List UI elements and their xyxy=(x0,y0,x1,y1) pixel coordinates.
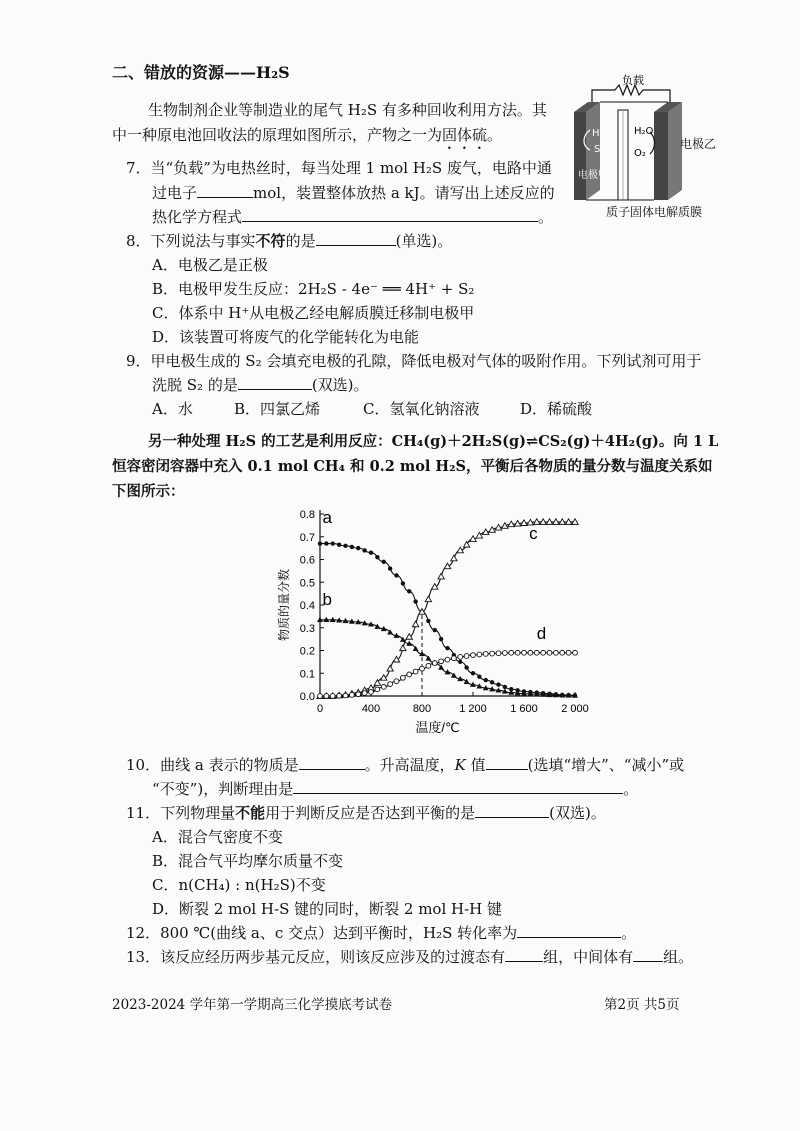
series-c-point xyxy=(387,666,393,672)
y-tick-label: 0.2 xyxy=(299,645,315,658)
series-d-point xyxy=(541,650,546,655)
series-a-point xyxy=(382,560,386,564)
section-title: 二、错放的资源——H₂S xyxy=(112,63,290,82)
q9-option-b[interactable]: B．四氯乙烯 xyxy=(234,400,321,418)
series-a-point xyxy=(413,599,417,603)
s2-label: S₂ xyxy=(594,144,605,155)
y-tick-label: 0.0 xyxy=(299,691,315,703)
process-line-3: 下图所示： xyxy=(112,483,185,500)
q7-equation-blank[interactable] xyxy=(242,207,538,222)
y-tick-label: 0.1 xyxy=(299,668,315,681)
series-a-point xyxy=(445,646,449,650)
series-a-point xyxy=(318,541,322,545)
series-d-point xyxy=(400,675,405,680)
series-d-point xyxy=(528,650,533,655)
series-a-point xyxy=(496,682,500,686)
q10-k: K xyxy=(454,756,466,774)
q13-text-a: 13．该反应经历两步基元反应，则该反应涉及的过渡态有 xyxy=(126,948,506,966)
q7-line-1: 7．当“负载”为电热丝时，每当处理 1 mol H₂S 废气，电路中通 xyxy=(126,159,552,177)
q8-option-c[interactable]: C．体系中 H⁺从电极乙经电解质膜迁移制电极甲 xyxy=(152,304,475,322)
series-d-point xyxy=(381,685,386,690)
series-c-point xyxy=(489,527,495,533)
q11-stem-bold: 不能 xyxy=(235,804,266,822)
series-a-point xyxy=(343,544,347,548)
x-tick-label: 1 200 xyxy=(459,703,487,715)
series-a-point xyxy=(394,573,398,577)
series-a-point xyxy=(458,660,462,664)
y-tick-label: 0.8 xyxy=(299,509,315,521)
intro-line-2 xyxy=(112,124,502,153)
series-d-point xyxy=(553,650,558,655)
q11-stem-b: 用于判断反应是否达到平衡的是 xyxy=(265,804,476,822)
series-a-point xyxy=(401,581,405,585)
series-a-point xyxy=(388,566,392,570)
intro-emphasis: 固体硫 xyxy=(442,126,488,144)
y-tick-label: 0.4 xyxy=(299,600,315,612)
intro-period: 。 xyxy=(487,126,503,144)
series-d-point xyxy=(502,651,507,656)
series-d-point xyxy=(464,654,469,659)
series-d-point xyxy=(388,682,393,687)
series-d-point xyxy=(318,694,323,699)
x-tick-label: 0 xyxy=(316,703,324,715)
series-d-point xyxy=(420,666,425,671)
series-d-point xyxy=(566,650,571,655)
series-d-point xyxy=(509,650,514,655)
series-d-point xyxy=(394,679,399,684)
series-a-point xyxy=(477,674,481,678)
series-d-point xyxy=(330,694,335,699)
series-d-point xyxy=(349,692,354,697)
series-c-point xyxy=(412,621,418,627)
equilibrium-chart xyxy=(270,500,590,745)
series-c-point xyxy=(425,596,431,602)
series-a-point xyxy=(484,678,488,682)
q8-stem-a: 8．下列说法与事实 xyxy=(126,232,256,250)
q7-period: 。 xyxy=(538,208,554,226)
series-d-point xyxy=(426,663,431,668)
intro-text: 中一种原电池回收法的原理如图所示，产物之一为 xyxy=(112,126,443,144)
q8-stem-bold: 不符 xyxy=(255,232,286,250)
series-d-point xyxy=(369,690,374,695)
series-a-point xyxy=(433,628,437,632)
series-d-point xyxy=(343,693,348,698)
series-d-point xyxy=(547,650,552,655)
series-a-point xyxy=(350,545,354,549)
series-a-point xyxy=(439,637,443,641)
q10-substance-blank[interactable] xyxy=(299,755,365,770)
series-d-point xyxy=(356,692,361,697)
q7-line-2 xyxy=(152,182,555,204)
series-a-point xyxy=(331,541,335,545)
chart-ylabel: 物质的量分数 xyxy=(277,568,291,642)
series-d-point xyxy=(413,669,418,674)
footer-title: 2023-2024 学年第一学期高三化学摸底考试卷 xyxy=(112,997,393,1013)
q13-int-blank[interactable] xyxy=(633,947,663,962)
q9-text-a: 洗脱 S₂ 的是 xyxy=(152,376,238,394)
chart-series xyxy=(317,508,578,698)
q9-option-c[interactable]: C．氢氧化钠溶液 xyxy=(363,400,480,418)
q10-line-2 xyxy=(152,778,638,800)
q9-option-d[interactable]: D．稀硫酸 xyxy=(520,400,593,418)
q8-stem-b: 的是 xyxy=(285,232,316,250)
x-tick-label: 800 xyxy=(412,703,432,715)
series-a-point xyxy=(362,548,366,552)
series-a-point xyxy=(369,550,373,554)
y-tick-label: 0.7 xyxy=(299,531,315,544)
h2o-label: H₂O xyxy=(634,126,654,137)
intro-line-1: 生物制剂企业等制造业的尾气 H₂S 有多种回收利用方法。其 xyxy=(148,101,547,119)
series-a-point xyxy=(503,685,507,689)
x-tick-label: 1 600 xyxy=(510,703,538,715)
h2s-label: H₂S xyxy=(592,128,610,139)
y-tick-label: 0.5 xyxy=(299,577,315,590)
series-a-point xyxy=(375,555,379,559)
q13-text-c: 组。 xyxy=(663,948,694,966)
q8-option-b[interactable]: B．电极甲发生反应：2H₂S - 4e⁻ ══ 4H⁺ + S₂ xyxy=(152,280,475,298)
q7-electron-blank[interactable] xyxy=(197,183,253,198)
series-d-point xyxy=(522,650,527,655)
series-d-label: d xyxy=(536,624,547,644)
y-tick-label: 0.6 xyxy=(299,554,315,567)
q8-stem xyxy=(126,230,452,252)
q13-text-b: 组，中间体有 xyxy=(543,948,634,966)
q11-option-c[interactable]: C．n(CH₄) : n(H₂S)不变 xyxy=(152,876,326,894)
process-line-2: 恒容密闭容器中充入 0.1 mol CH₄ 和 0.2 mol H₂S，平衡后各物质的量分数与温度关系如 xyxy=(112,458,713,475)
series-a-point xyxy=(490,680,494,684)
electrode-a-label: 电极甲 xyxy=(578,170,608,181)
series-d-point xyxy=(362,691,367,696)
q8-stem-c: (单选)。 xyxy=(395,232,453,250)
series-c-point xyxy=(463,542,469,548)
series-b-point xyxy=(374,624,380,629)
q12-text: 12．800 ℃(曲线 a、c 交点）达到平衡时，H₂S 转化率为 xyxy=(126,924,518,942)
series-a-point xyxy=(407,589,411,593)
q11-stem-a: 11．下列物理量 xyxy=(126,804,236,822)
o2-label: O₂ xyxy=(634,148,646,159)
process-line-1: 另一种处理 H₂S 的工艺是利用反应：CH₄(g)＋2H₂S(g)⇌CS₂(g)＋4H₂(g)。向 1 L xyxy=(148,433,719,450)
q10-text-c: 值 xyxy=(465,756,486,774)
q9-line-2 xyxy=(152,374,369,396)
q12-answer-blank[interactable] xyxy=(517,923,621,938)
chart-axes xyxy=(300,509,589,715)
series-d-point xyxy=(337,693,342,698)
series-a-point xyxy=(464,665,468,669)
series-b-label: b xyxy=(322,590,333,609)
series-d-point xyxy=(534,650,539,655)
series-a-point xyxy=(426,619,430,623)
q10-line-1 xyxy=(126,754,684,776)
x-tick-label: 400 xyxy=(361,703,381,715)
series-b-point xyxy=(464,679,470,684)
series-d-point xyxy=(477,652,482,657)
series-d-point xyxy=(324,694,329,699)
q11-option-d[interactable]: D．断裂 2 mol H-S 键的同时，断裂 2 mol H-H 键 xyxy=(152,900,503,918)
load-label: 负载 xyxy=(622,74,644,87)
chart-xlabel: 温度/℃ xyxy=(415,720,460,735)
q10-text-b: 。升高温度， xyxy=(364,756,455,774)
series-d-point xyxy=(407,672,412,677)
q10-reason-blank[interactable] xyxy=(293,779,623,794)
q10-text-d: (选填“增大”、“减小”或 xyxy=(527,756,685,774)
q9-line-1: 9．甲电极生成的 S₂ 会填充电极的孔隙，降低电极对气体的吸附作用。下列试剂可用于 xyxy=(126,352,702,370)
q11-option-b[interactable]: B．混合气平均摩尔质量不变 xyxy=(152,852,344,870)
q9-option-a[interactable]: A．水 xyxy=(152,400,193,418)
q13-ts-blank[interactable] xyxy=(505,947,543,962)
q10-period: 。 xyxy=(623,780,639,798)
series-d-point xyxy=(496,651,501,656)
series-c-point xyxy=(451,555,457,561)
series-a-point xyxy=(356,546,360,550)
q7-line-3 xyxy=(152,206,553,228)
chart-svg xyxy=(270,500,590,745)
q9-answer-blank[interactable] xyxy=(238,375,312,390)
electrode-b-label: 电极乙 xyxy=(680,137,717,151)
footer-page: 第2页 共5页 xyxy=(604,997,680,1013)
series-d-point xyxy=(445,657,450,662)
y-tick-label: 0.3 xyxy=(299,622,315,635)
q11-option-a[interactable]: A．混合气密度不变 xyxy=(152,828,283,846)
series-d-point xyxy=(451,656,456,661)
series-d-point xyxy=(483,652,488,657)
q7-text-b: mol，装置整体放热 a kJ。请写出上述反应的 xyxy=(253,184,555,202)
series-d-point xyxy=(490,651,495,656)
series-c-point xyxy=(438,573,444,579)
q12-period: 。 xyxy=(621,924,637,942)
q12-line xyxy=(126,922,636,944)
q11-stem-c: (双选)。 xyxy=(549,804,606,822)
q7-text-a: 过电子 xyxy=(152,184,198,202)
q11-stem xyxy=(126,802,606,824)
q8-answer-blank[interactable] xyxy=(316,231,396,246)
q7-text-c: 热化学方程式 xyxy=(152,208,243,226)
series-d-point xyxy=(515,650,520,655)
q13-line xyxy=(126,946,693,968)
series-a-point xyxy=(337,543,341,547)
series-d-point xyxy=(432,661,437,666)
series-c-point xyxy=(502,523,508,529)
electrode-b-face xyxy=(654,112,668,200)
q9-text-b: (双选)。 xyxy=(311,376,369,394)
series-a-point xyxy=(324,541,328,545)
q8-option-d[interactable]: D．该装置可将废气的化学能转化为电能 xyxy=(152,328,420,346)
series-d-point xyxy=(471,653,476,658)
x-tick-label: 2 000 xyxy=(561,703,589,715)
membrane-caption: 质子固体电解质膜 xyxy=(606,205,703,219)
series-d-point xyxy=(439,659,444,664)
q11-answer-blank[interactable] xyxy=(475,803,549,818)
q10-text-e: “不变”)，判断理由是 xyxy=(152,780,294,798)
series-d-point xyxy=(458,654,463,659)
series-c-label: c xyxy=(529,524,538,544)
q10-text-a: 10．曲线 a 表示的物质是 xyxy=(126,756,299,774)
series-a-label: a xyxy=(322,508,333,528)
series-d-point xyxy=(560,650,565,655)
electrode-a-face xyxy=(574,112,586,200)
series-c-point xyxy=(400,645,406,651)
q8-option-a[interactable]: A．电极乙是正极 xyxy=(152,256,268,274)
series-a-point xyxy=(471,671,475,675)
q10-k-blank[interactable] xyxy=(486,755,528,770)
series-d-point xyxy=(375,687,380,692)
series-d-point xyxy=(573,650,578,655)
